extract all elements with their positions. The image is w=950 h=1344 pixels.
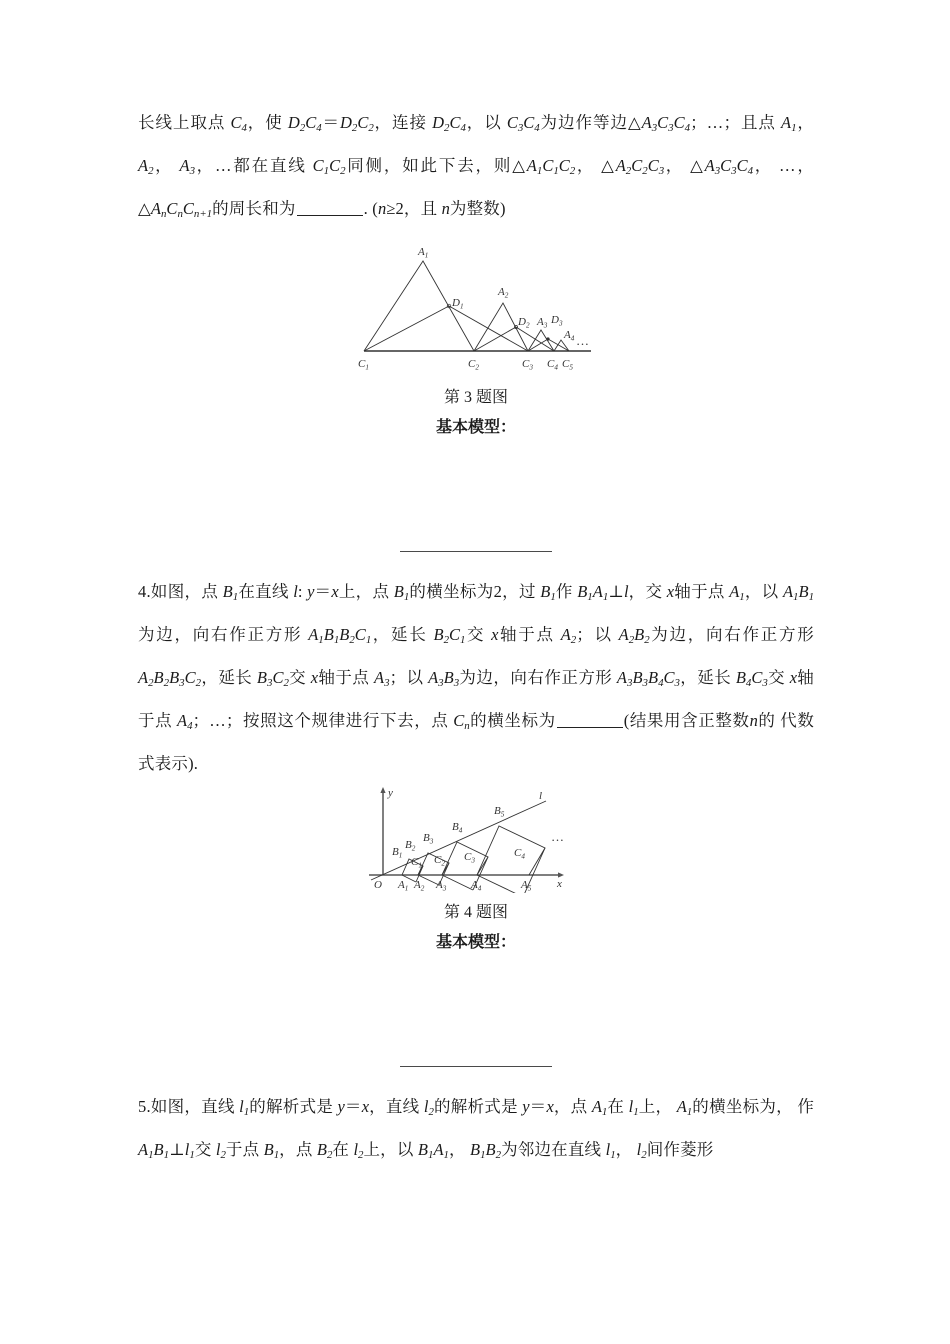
figure-4-ellipsis: … <box>551 829 565 845</box>
p4-value-2: 2 <box>493 582 503 602</box>
p4-point-a1: $A_1$ <box>729 582 745 604</box>
p4-ext-b3c2: $B_3C_2$ <box>256 668 289 690</box>
y-axis-arrow <box>380 787 385 793</box>
triangle-symbol-2: △ <box>512 156 527 176</box>
figure-3 <box>138 233 814 383</box>
page-content <box>138 104 814 1174</box>
segment-c2d2 <box>474 327 516 351</box>
p5-line-l2d: $l_2$ <box>636 1140 647 1162</box>
worksheet-blank-space-4 <box>138 958 814 1054</box>
figure-4-caption: 第 4 题图 <box>443 904 508 922</box>
p3-tri-a3c3c4b: $A_3C_3C_4$ <box>704 156 754 178</box>
p4-ext-b2c1: $B_2C_1$ <box>433 625 466 647</box>
p4-axis-x1: x <box>666 582 675 602</box>
p3-tri-a1c1c2: $A_1C_1C_2$ <box>526 156 576 178</box>
p5-point-a1: $A_1$ <box>591 1097 608 1119</box>
problem-3-text: 长线上取点 $C_4$，使 $D_2C_4=D_2C_2$，连接 $D_2C_4$，以 $C_3C_4$为边作等边$\triangle A_3C_3C_4$；…；且点 $A_1$， $A_2$， $A_3$，…都在直线 $C_1C_2$同侧，如此下去，则$\triangle A_1C_1C_2$， $\triangle A_2C_2C_3$， $\triangle A_3C_3C_4$， …，$\triangle A_nC_nC_{n+1}$的周长和为 . (n≥2，且 n为整数) <box>138 113 815 221</box>
label-c5: $C_5$ <box>562 358 573 372</box>
label-b2: $B_2$ <box>405 839 416 853</box>
p3-expr-c3c4: $C_3C_4$ <box>506 113 540 135</box>
label-c1: $C_1$ <box>358 358 369 372</box>
p3-var-a1: $A_1$ <box>781 113 797 135</box>
answer-blank-3[interactable] <box>297 215 363 216</box>
label-c2: $C_2$ <box>468 358 479 372</box>
p5-line-l2c: $l_2$ <box>353 1140 364 1162</box>
section-divider-2-wrap <box>138 1054 814 1072</box>
p4-var-b1b: $B_1$ <box>393 582 410 604</box>
section-divider-2 <box>400 1066 552 1067</box>
p4-line-l: l <box>293 582 298 602</box>
label-a4: $A_4$ <box>564 329 575 343</box>
p5-eq1-x: x <box>361 1097 370 1117</box>
p4-side-a1b1: $A_1B_1$ <box>782 582 815 604</box>
p4-point-a3: $A_3$ <box>373 668 390 690</box>
p4-ext-b4c3: $B_4C_3$ <box>735 668 768 690</box>
ext-4 <box>529 848 545 875</box>
problem-4-text: 4.如图，点 $B_1$在直线 l: y＝x上，点 $B_1$的横坐标为2，过 $B_1$作 $B_1A_1\perp l$，交 x轴于点 $A_1$，以 $A_1B_1$为边，向右作正方形 $A_1B_1B_2C_1$，延长 $B_2C_1$交 x轴于点 $A_2$；以 $A_2B_2$为边，向右作正方形 $A_2B_2B_3C_2$，延长 $B_3C_2$交 x轴于点 $A_3$；以 $A_3B_3$为边，向右作正方形 $A_3B_3B_4C_3$，延长 $B_4C_3$交 x轴于点 $A_4$；…；按照这个规律进行下去，点 $C_n$的横坐标为 (结果用含正整数n的 代数式表示). <box>138 582 815 774</box>
marker-d3 <box>547 338 550 341</box>
p4-point-a2: $A_2$ <box>560 625 577 647</box>
p5-point-b2: $B_2$ <box>316 1140 333 1162</box>
label-a2: $A_2$ <box>498 286 509 300</box>
p5-point-a1b: $A_1$ <box>676 1097 693 1119</box>
p5-line-l2: $l_2$ <box>423 1097 434 1119</box>
p5-seg-b1b2: $B_1B_2$ <box>470 1140 502 1162</box>
p3-equals: ＝ <box>321 113 340 132</box>
p3-tri-ancncn1: $A_nC_nC_{n+1}$ <box>150 199 213 221</box>
label-c3: $C_3$ <box>522 358 533 372</box>
p5-point-b1: $B_1$ <box>263 1140 280 1162</box>
p5-line-l1c: $l_1$ <box>605 1140 616 1162</box>
label-b3: $B_3$ <box>423 832 434 846</box>
p4-var-b1: $B_1$ <box>222 582 239 604</box>
perp-symbol: ⊥ <box>608 582 624 602</box>
p3-expr-d2c4: $D_2C_4$ <box>287 113 322 135</box>
line-l <box>371 801 546 880</box>
label-a1: $A_1$ <box>398 879 409 893</box>
p3-line-c1c2: $C_1C_2$ <box>312 156 346 178</box>
p5-eq1-y: y <box>337 1097 345 1117</box>
label-origin: O <box>374 879 382 892</box>
p5-number: 5. <box>138 1097 151 1117</box>
answer-blank-4[interactable] <box>557 727 623 728</box>
label-line-l: l <box>539 790 543 803</box>
p4-eq-x: x <box>331 582 339 602</box>
p4-seg-b1a1: $B_1A_1$ <box>577 582 609 604</box>
p4-axis-x3: x <box>310 668 319 688</box>
triangle-symbol-4: △ <box>690 156 705 176</box>
label-a3: $A_3$ <box>436 879 447 893</box>
p3-tri-a3c3c4: $A_3C_3C_4$ <box>641 113 691 135</box>
figure-3-caption: 第 3 题图 <box>443 389 508 407</box>
p5-line-l1b: $l_1$ <box>628 1097 639 1119</box>
figure-3-svg <box>346 233 606 378</box>
figure-3-labels <box>358 246 575 372</box>
label-b5: $B_5$ <box>494 805 505 819</box>
square-3-close <box>442 875 473 890</box>
p3-tri-a2c2c3: $A_2C_2C_3$ <box>615 156 665 178</box>
section-divider-1-wrap <box>138 539 814 557</box>
label-x-axis: x <box>557 878 562 891</box>
square-4-close <box>477 875 523 893</box>
p4-square-3: $A_3B_3B_4C_3$ <box>616 668 680 690</box>
triangle-symbol: △ <box>627 113 642 132</box>
problem-3-model-label: 基本模型： <box>435 419 516 437</box>
label-a4: $A_4$ <box>471 879 482 893</box>
label-a1: $A_1$ <box>418 246 429 260</box>
p4-axis-x4: x <box>789 668 798 688</box>
p4-var-n: n <box>749 711 758 731</box>
figure-4 <box>138 783 814 898</box>
label-y-axis: y <box>388 787 393 800</box>
label-a3: $A_3$ <box>537 316 548 330</box>
triangle-symbol-5: △ <box>138 199 151 219</box>
triangle-symbol-3: △ <box>601 156 616 176</box>
p4-square-1: $A_1B_1B_2C_1$ <box>308 625 372 647</box>
figure-4-labels <box>392 805 532 893</box>
p4-number: 4. <box>138 582 151 602</box>
label-c2: $C_2$ <box>434 854 445 868</box>
p3-expr-d2c2: $D_2C_2$ <box>339 113 374 135</box>
p4-point-a4: $A_4$ <box>177 711 193 733</box>
label-c3: $C_3$ <box>464 851 475 865</box>
label-b4: $B_4$ <box>452 821 463 835</box>
problem-4-model-label: 基本模型： <box>435 934 516 952</box>
segment-c1d1 <box>364 306 449 351</box>
label-a2: $A_2$ <box>414 879 425 893</box>
p3-expr-d2c4b: $D_2C_4$ <box>432 113 466 135</box>
x-axis-arrow <box>558 873 564 878</box>
p3-var-c4: $C_4$ <box>230 113 247 135</box>
p3-var-n: n <box>377 199 387 219</box>
p5-seg-a1b1: $A_1B_1$ <box>138 1140 170 1162</box>
section-divider-1 <box>400 551 552 552</box>
label-b1: $B_1$ <box>392 846 403 860</box>
p4-var-b1c: $B_1$ <box>540 582 556 604</box>
label-a5: $A_5$ <box>521 879 532 893</box>
label-c4: $C_4$ <box>514 847 525 861</box>
label-d1: $D_1$ <box>452 297 464 311</box>
p4-axis-x2: x <box>491 625 499 645</box>
p4-side-a3b3: $A_3B_3$ <box>428 668 460 690</box>
perp-symbol-2: ⊥ <box>169 1140 185 1160</box>
p5-line-l1: $l_1$ <box>239 1097 250 1119</box>
label-c1: $C_1$ <box>411 856 422 870</box>
p3-run-1: 长线上取点 <box>138 113 226 132</box>
p3-var-a2: $A_2$ <box>138 156 154 178</box>
label-d2: $D_2$ <box>518 316 530 330</box>
p4-side-a2b2: $A_2B_2$ <box>618 625 650 647</box>
figure-3-ellipsis: … <box>576 333 590 349</box>
figure-4-svg <box>361 783 591 893</box>
p4-square-2: $A_2B_2B_3C_2$ <box>138 668 202 690</box>
p5-line-l2b: $l_2$ <box>215 1140 226 1162</box>
p3-var-n2: n <box>441 199 450 219</box>
worksheet-blank-space-3 <box>138 443 814 539</box>
p5-seg-b1a1: $B_1A_1$ <box>417 1140 449 1162</box>
p5-eq2-y: y <box>522 1097 530 1117</box>
p4-point-cn: $C_n$ <box>453 711 470 733</box>
p5-eq2-x: x <box>546 1097 554 1117</box>
p4-eq-y: y <box>307 582 315 602</box>
p3-var-a3: $A_3$ <box>179 156 196 178</box>
label-d3: $D_3$ <box>551 314 563 328</box>
problem-5-text: 5.如图，直线 $l_1$的解析式是 y＝x，直线 $l_2$的解析式是 y＝x，点 $A_1$在 $l_1$上， $A_1$的横坐标为， 作 $A_1B_1\perp l_1$交 $l_2$于点 $B_1$，点 $B_2$在 $l_2$上，以 $B_1A_1$， $B_1B_2$为邻边在直线 $l_1$， $l_2$间作菱形 <box>138 1097 815 1162</box>
label-c4: $C_4$ <box>547 358 558 372</box>
